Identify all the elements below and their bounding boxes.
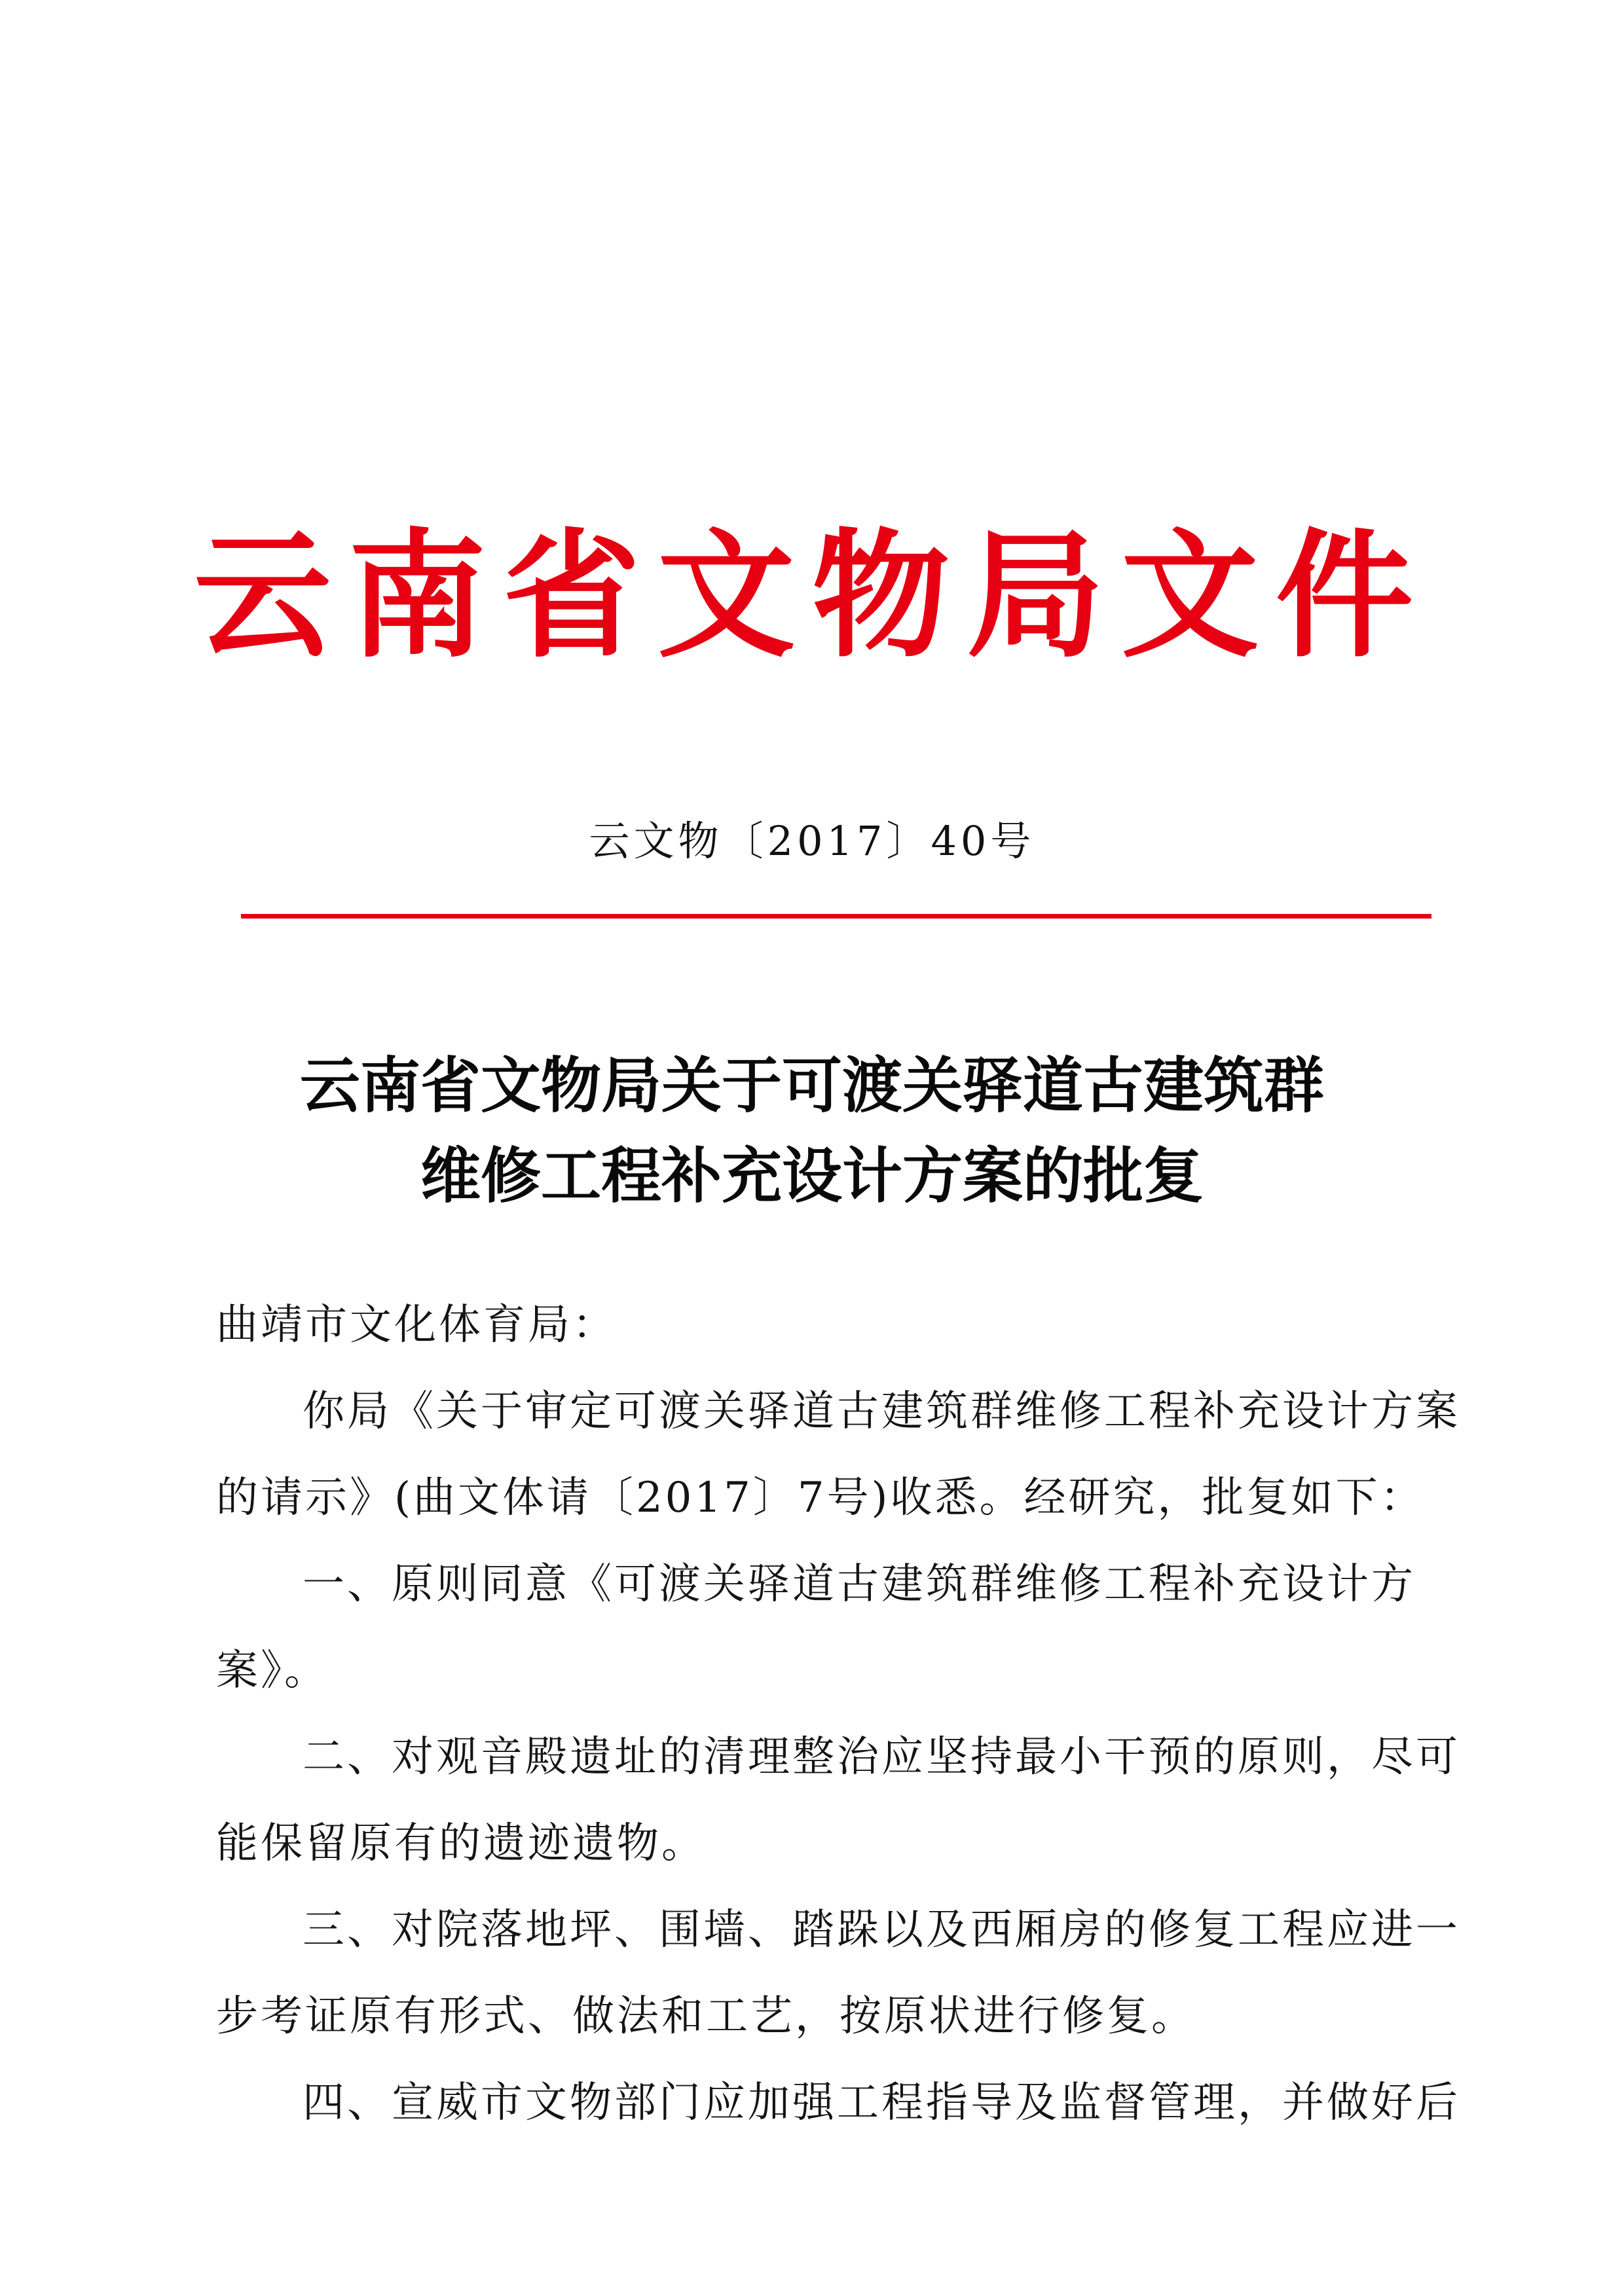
intro-paragraph-continued (216, 1455, 1460, 1541)
item-2-line-1: 二、对观音殿遗址的清理整治应坚持最小干预的原则，尽可 (303, 1733, 1460, 1781)
item-3-paragraph-continued (216, 1973, 1460, 2060)
item-3-line-1: 三、对院落地坪、围墙、踏跺以及西厢房的修复工程应进一 (303, 1906, 1460, 1954)
document-title-line-1: 云南省文物局关于可渡关驿道古建筑群 (299, 1051, 1324, 1121)
item-3-paragraph (216, 1887, 1460, 1973)
item-4-line-1: 四、宣威市文物部门应加强工程指导及监督管理，并做好后 (303, 2079, 1460, 2127)
item-2-paragraph-continued (216, 1800, 1460, 1887)
recipient-line: 曲靖市文化体育局： (216, 1301, 617, 1349)
document-title (196, 1041, 1428, 1222)
item-3-line-2: 步考证原有形式、做法和工艺，按原状进行修复。 (216, 1992, 1196, 2041)
item-1-line: 一、原则同意《可渡关驿道古建筑群维修工程补充设计方案》。 (216, 1560, 1416, 1695)
intro-line-1: 你局《关于审定可渡关驿道古建筑群维修工程补充设计方案 (303, 1387, 1460, 1436)
item-1-paragraph (216, 1541, 1460, 1714)
document-number: 云文物〔2017〕40号 (589, 817, 1035, 865)
red-divider-line (241, 914, 1431, 919)
item-2-line-2: 能保留原有的遗迹遗物。 (216, 1819, 706, 1868)
document-body (216, 1282, 1460, 2146)
intro-paragraph (216, 1368, 1460, 1455)
item-4-paragraph (216, 2060, 1460, 2146)
item-2-paragraph (216, 1714, 1460, 1800)
masthead-title: 云南省文物局文件 (193, 515, 1430, 676)
document-title-line-2: 维修工程补充设计方案的批复 (420, 1141, 1204, 1211)
intro-line-2: 的请示》(曲文体请〔2017〕7号)收悉。经研究，批复如下： (216, 1474, 1425, 1522)
